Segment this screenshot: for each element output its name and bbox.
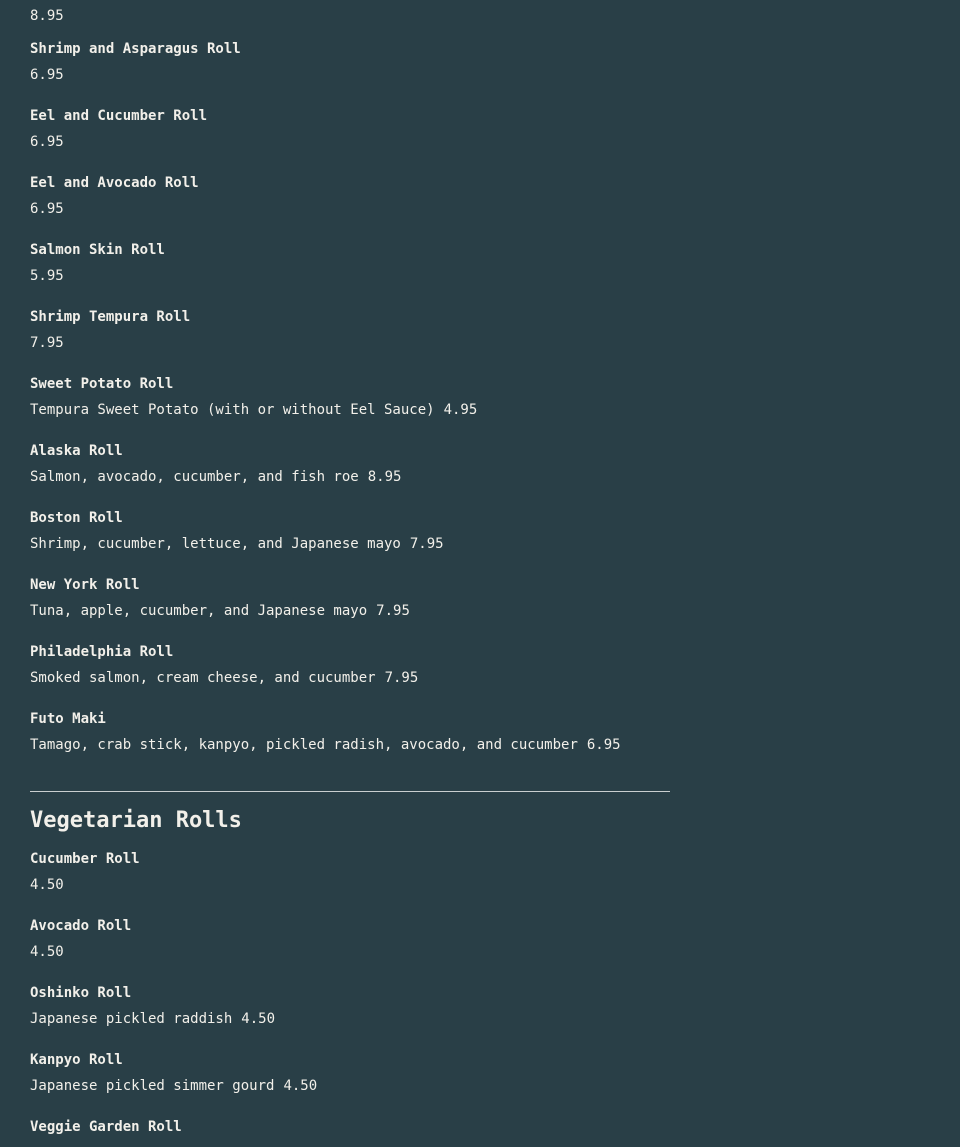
menu-item-details: [30, 397, 670, 423]
menu-item-details: [30, 939, 670, 965]
menu-item-details: [30, 263, 670, 289]
menu-item-details: [30, 531, 670, 557]
menu-item-price: 6.95: [30, 201, 64, 217]
menu-item-name: Eel and Cucumber Roll: [30, 108, 208, 124]
menu-item-name: Salmon Skin Roll: [30, 242, 165, 258]
menu-item-name: Alaska Roll: [30, 443, 123, 459]
menu-item-name: Eel and Avocado Roll: [30, 175, 199, 191]
menu-item: [30, 980, 670, 1047]
menu-item-details: [30, 598, 670, 624]
menu-content: [30, 0, 670, 1147]
menu-item-name: Sweet Potato Roll: [30, 376, 174, 392]
menu-item-price: 7.95: [376, 603, 410, 619]
menu-item-details: [30, 1006, 670, 1032]
menu-item: [30, 1047, 670, 1114]
menu-item-details: [30, 732, 670, 758]
menu-item-price: 4.50: [241, 1011, 276, 1027]
menu-item-description: Japanese pickled raddish: [30, 1011, 233, 1027]
menu-item-description: Smoked salmon, cream cheese, and cucumber: [30, 670, 376, 686]
menu-item-name: Futo Maki: [30, 711, 106, 727]
menu-item-description: Tempura Sweet Potato (with or without Eel Sauce): [30, 402, 435, 418]
menu-item-name: Oshinko Roll: [30, 985, 132, 1001]
menu-item-price: 4.50: [30, 944, 64, 960]
menu-item-name: Boston Roll: [30, 510, 123, 526]
menu-item: [30, 706, 670, 773]
menu-item-price: 6.95: [30, 67, 64, 83]
menu-item-details: [30, 196, 670, 222]
menu-item: [30, 505, 670, 572]
menu-item-price: 7.95: [409, 536, 444, 552]
menu-item-description: Salmon, avocado, cucumber, and fish roe: [30, 469, 359, 485]
menu-item-description: Shrimp, cucumber, lettuce, and Japanese mayo: [30, 536, 401, 552]
menu-item-price: 6.95: [586, 737, 621, 753]
menu-item-name: Shrimp Tempura Roll: [30, 309, 191, 325]
menu-item: [30, 846, 670, 913]
menu-item-name: New York Roll: [30, 577, 140, 593]
menu-item-price: 4.95: [443, 402, 478, 418]
menu-item-price: 5.95: [30, 268, 64, 284]
menu-item-description: Tuna, apple, cucumber, and Japanese mayo: [30, 603, 368, 619]
menu-item-price: 7.95: [384, 670, 419, 686]
menu-item-details: [30, 129, 670, 155]
vegetarian-rolls-list: [30, 846, 670, 1147]
menu-item-details: [30, 330, 670, 356]
menu-item-name: Cucumber Roll: [30, 851, 140, 867]
menu-item: [30, 103, 670, 170]
menu-item: [30, 371, 670, 438]
menu-item-price: 8.95: [367, 469, 402, 485]
menu-item-name: Avocado Roll: [30, 918, 132, 934]
menu-item: [30, 304, 670, 371]
menu-item-description: Tamago, crab stick, kanpyo, pickled radish, avocado, and cucumber: [30, 737, 578, 753]
rolls-list: [30, 36, 670, 773]
partial-item-price: 8.95: [30, 8, 64, 24]
menu-item-details: [30, 464, 670, 490]
menu-item-name: Shrimp and Asparagus Roll: [30, 41, 241, 57]
menu-item-price: 7.95: [30, 335, 64, 351]
vegetarian-section-title: Vegetarian Rolls: [30, 808, 242, 833]
menu-item-price: 4.50: [283, 1078, 318, 1094]
partial-menu-item: [30, 0, 670, 36]
menu-item-price: 6.95: [30, 134, 64, 150]
menu-item-description: Japanese pickled simmer gourd: [30, 1078, 275, 1094]
menu-item: [30, 36, 670, 103]
menu-item-details: [30, 872, 670, 898]
menu-item: [30, 237, 670, 304]
menu-item: [30, 639, 670, 706]
menu-item-details: [30, 62, 670, 88]
menu-item-details: [30, 665, 670, 691]
menu-item: [30, 170, 670, 237]
menu-item-details: [30, 1073, 670, 1099]
menu-item: [30, 572, 670, 639]
menu-item-name: Veggie Garden Roll: [30, 1119, 182, 1135]
menu-item-price: 4.50: [30, 877, 64, 893]
section-divider: [30, 791, 670, 792]
menu-item: [30, 438, 670, 505]
menu-item-name: Philadelphia Roll: [30, 644, 174, 660]
menu-item: [30, 913, 670, 980]
menu-item-name: Kanpyo Roll: [30, 1052, 123, 1068]
menu-item: [30, 1114, 670, 1147]
